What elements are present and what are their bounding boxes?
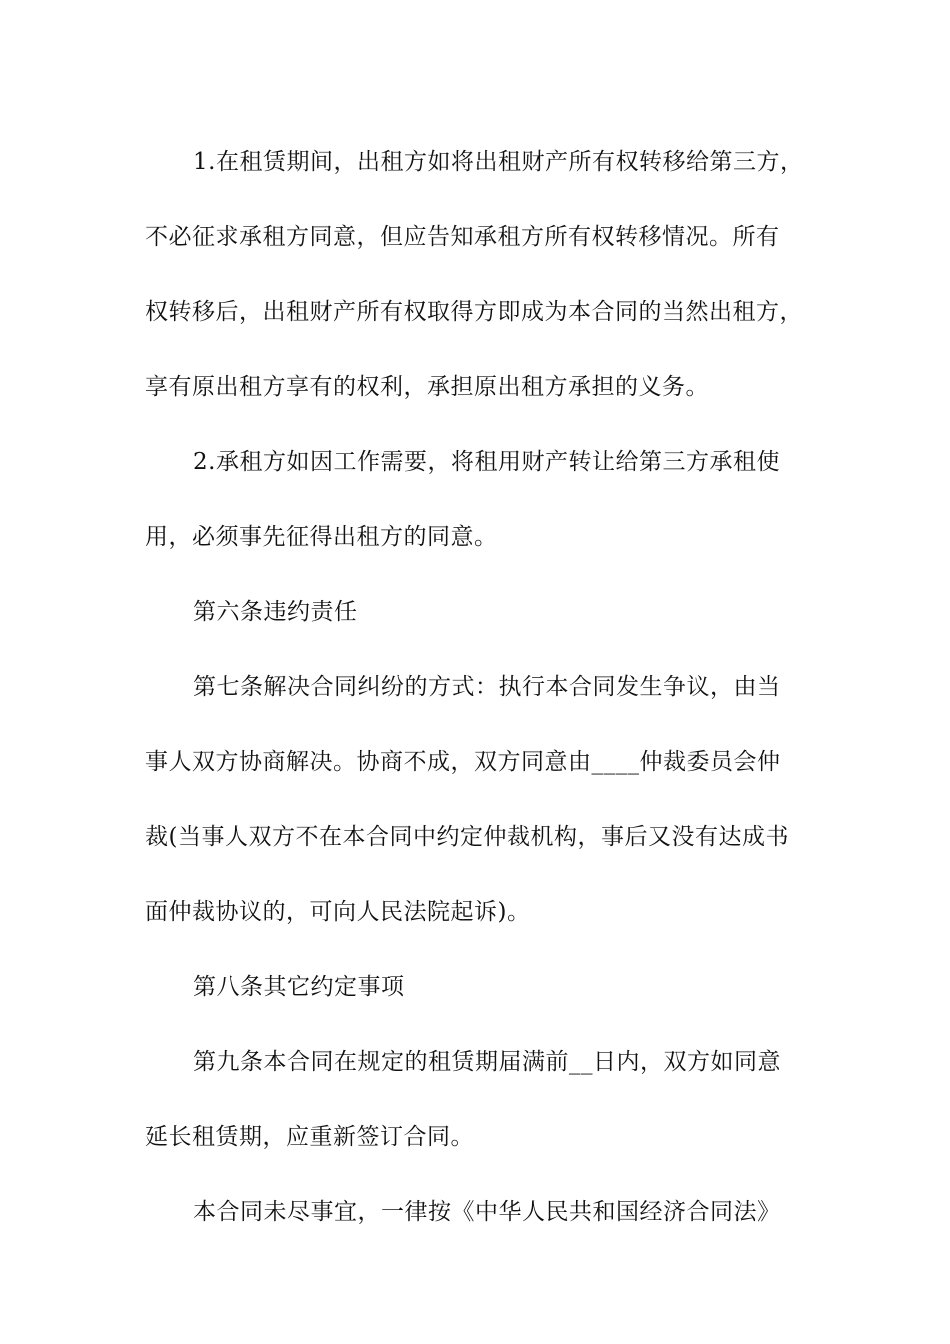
text-line: 事人双方协商解决。协商不成，双方同意由____仲裁委员会仲 [145,749,781,775]
heading-article-8 [145,950,815,1025]
paragraph-article-9 [145,1025,815,1175]
text-line: 用，必须事先征得出租方的同意。 [145,524,498,550]
text-line: 权转移后，出租财产所有权取得方即成为本合同的当然出租方， [145,299,803,325]
heading-article-6 [145,575,815,650]
text-line: 面仲裁协议的，可向人民法院起诉)。 [145,899,531,925]
text-line: 1.在租赁期间，出租方如将出租财产所有权转移给第三方， [193,149,804,175]
text-line: 本合同未尽事宜，一律按《中华人民共和国经济合同法》 [193,1199,781,1225]
text-line: 第七条解决合同纠纷的方式：执行本合同发生争议，由当 [193,674,781,700]
document-body [145,125,815,1250]
paragraph-transfer-ownership [145,125,815,425]
section-heading: 第六条违约责任 [193,599,358,625]
paragraph-closing [145,1175,815,1250]
text-line: 第九条本合同在规定的租赁期届满前__日内，双方如同意 [193,1049,781,1075]
text-line: 延长租赁期，应重新签订合同。 [145,1124,474,1150]
paragraph-article-7 [145,650,815,950]
paragraph-sublease [145,425,815,575]
text-line: 2.承租方如因工作需要，将租用财产转让给第三方承租使 [193,449,780,475]
text-line: 裁(当事人双方不在本合同中约定仲裁机构，事后又没有达成书 [145,824,789,850]
section-heading: 第八条其它约定事项 [193,974,405,1000]
text-line: 不必征求承租方同意，但应告知承租方所有权转移情况。所有 [145,224,780,250]
text-line: 享有原出租方享有的权利，承担原出租方承担的义务。 [145,374,709,400]
